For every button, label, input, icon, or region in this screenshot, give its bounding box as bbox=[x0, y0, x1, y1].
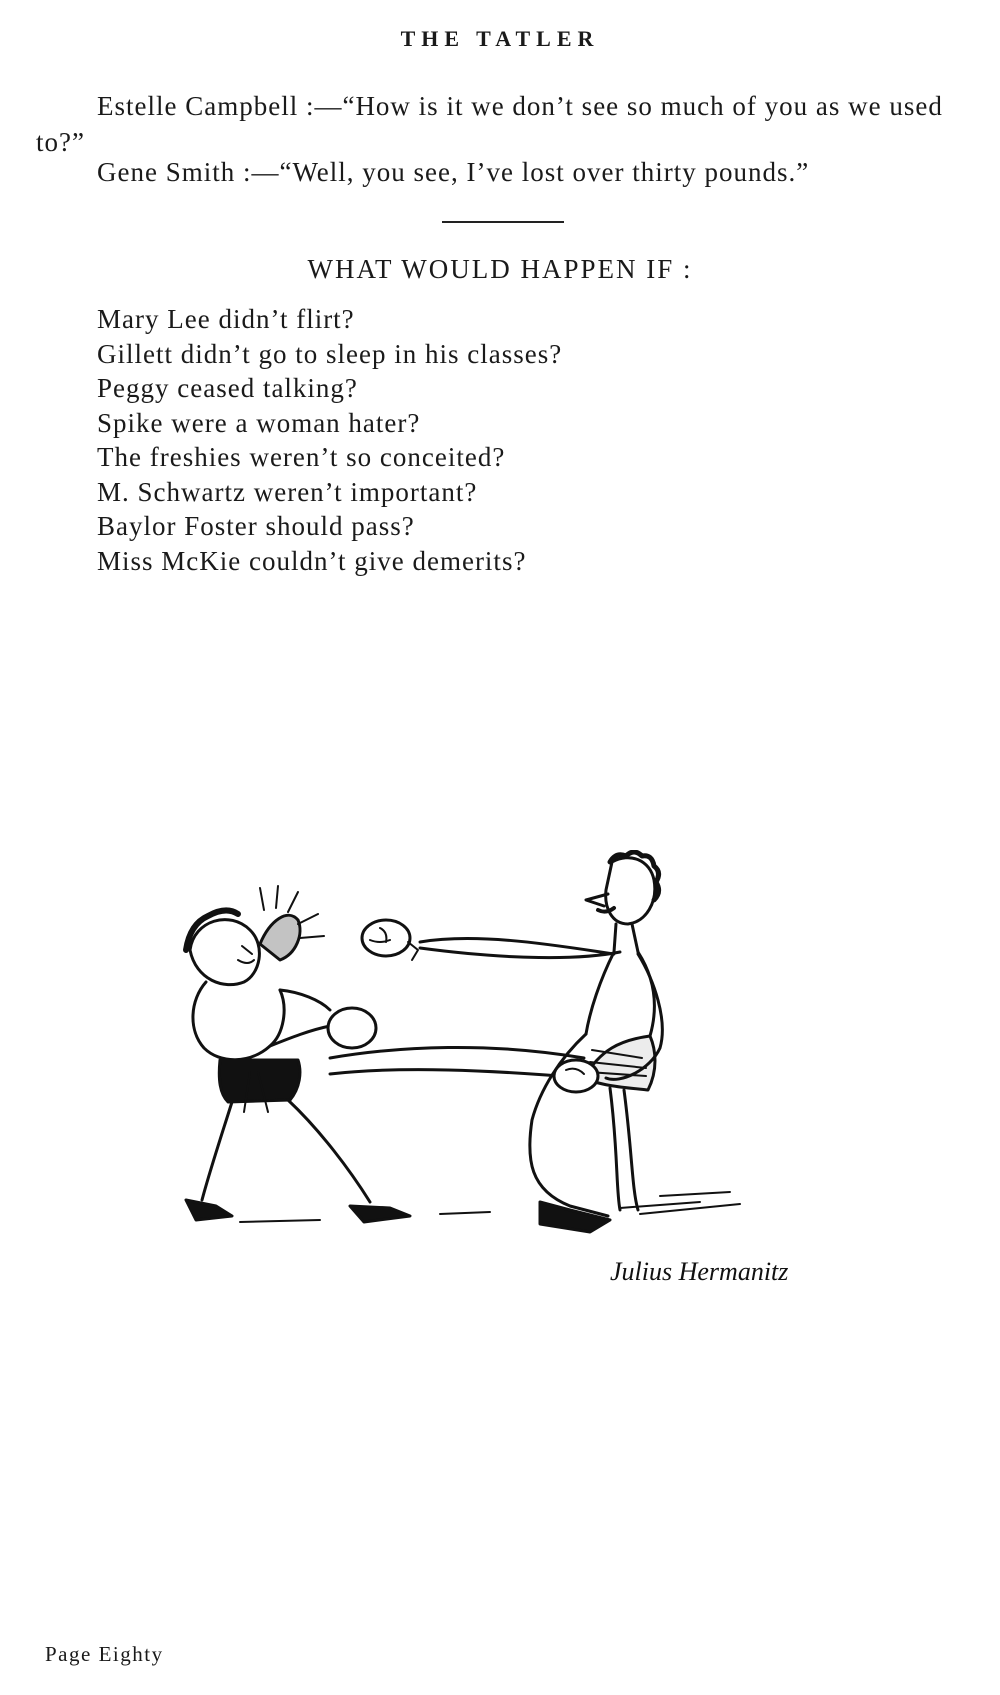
boxing-glove bbox=[362, 920, 418, 960]
list-item: Peggy ceased talking? bbox=[97, 373, 358, 403]
dialogue-line-gene: Gene Smith :—“Well, you see, I’ve lost over thirty pounds.” bbox=[97, 157, 810, 187]
boxing-glove bbox=[554, 1060, 598, 1092]
artist-signature: Julius Hermanitz bbox=[610, 1257, 789, 1286]
ground-lines bbox=[240, 1192, 740, 1222]
section-heading: WHAT WOULD HAPPEN IF : bbox=[307, 254, 693, 284]
running-title: THE TATLER bbox=[400, 26, 600, 51]
section-divider bbox=[442, 221, 564, 223]
list-item: The freshies weren’t so conceited? bbox=[97, 442, 506, 472]
dialogue-line-estelle: Estelle Campbell :—“How is it we don’t see so much of you as we used to?” bbox=[36, 91, 943, 157]
list-item: Baylor Foster should pass? bbox=[97, 511, 415, 541]
list-item: M. Schwartz weren’t important? bbox=[97, 476, 478, 507]
tall-boxer-figure bbox=[330, 852, 662, 1232]
dialogue-block-2 bbox=[36, 154, 966, 190]
list-item: Mary Lee didn’t flirt? bbox=[97, 304, 355, 334]
dialogue-block bbox=[36, 88, 966, 160]
list-item: Gillett didn’t go to sleep in his classes? bbox=[97, 338, 563, 369]
boxing-cartoon-illustration bbox=[180, 850, 860, 1390]
list-item: Spike were a woman hater? bbox=[97, 407, 421, 438]
page-number: Page Eighty bbox=[45, 1642, 164, 1666]
list-item: Miss McKie couldn’t give demerits? bbox=[97, 545, 527, 576]
question-list bbox=[97, 302, 562, 578]
